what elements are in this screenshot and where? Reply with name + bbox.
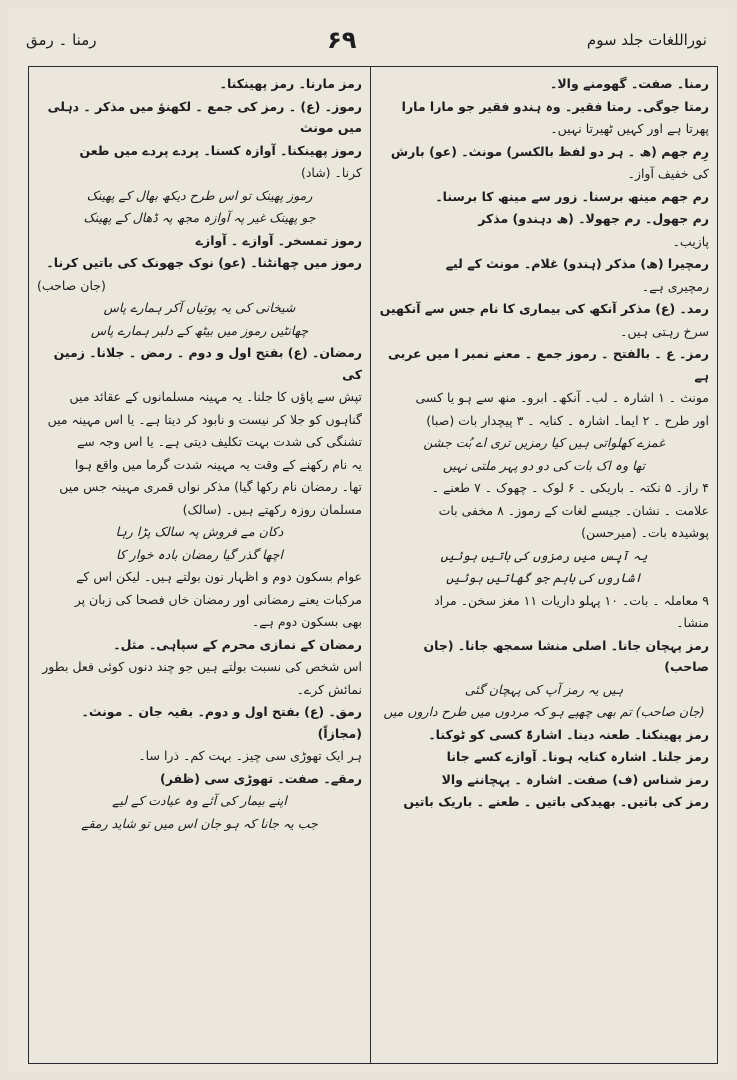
right-column-line: تھا وہ اک بات کی دو دو پہر ملتی نہیں [442,457,646,473]
right-column-line: ۹ معاملہ ۔ بات۔ ۱۰ پہلو داریات ۱۱ مغز سخن۔ مراد [434,592,709,608]
left-column-line: جب یہ جانا کہ ہو جان اس میں تو شاید رمقے [81,815,318,831]
left-column-line: مسلمان روزہ رکھتے ہیں۔ (سالک) [182,501,362,517]
left-column-line: رمق۔ (ع) بفتح اول و دوم۔ بقیہ جان ۔ مونث۔ (مجازاً) [81,704,362,741]
left-column-line: اس شخص کی نسبت بولتے ہیں جو چند دنوں کوئی فعل بطور [42,659,362,674]
right-column-line: اور طرح ۔ ۲ ایما۔ اشارہ ۔ کنایہ ۔ ۳ پیچدار بات (صبا) [426,412,709,428]
left-column-line: اچھا گذر گیا رمضان بادہ خوار کا [116,546,283,562]
right-column-line: رمچیرا (ھ) مذکر (ہندو) غلام۔ مونث کے لیے [445,256,709,271]
left-column-line: نمائش کرے۔ [296,681,362,697]
left-column-line: بھی بسکون دوم ہے۔ [251,614,362,629]
left-column-line: تشنگی کی شدت بہت تکلیف دیتی ہے۔ یا اس وجہ سے [76,434,362,449]
left-column [37,73,362,1057]
left-column-line: رموز پھینک تو اس طرح دیکھ بھال کے پھینک [86,187,313,203]
left-column-line: رموز۔ (ع) ۔ رمز کی جمع ۔ لکھنؤ میں مذکر ۔ دہلی میں مونث [47,98,362,135]
left-column-line: یہ نام رکھنے کے وقت یہ مہینہ شدت گرما میں واقع ہوا [74,456,362,472]
left-column-line: تپش سے پاؤں کا جلنا۔ یہ مہینہ مسلمانوں کے عقائد میں [69,389,362,404]
right-column-line: ہیں یہ رمز آپ کی پہچان گئی [464,681,624,697]
page-frame [28,66,718,1064]
right-column-line: رمد۔ (ع) مذکر آنکھ کی بیماری کا نام جس سے آنکھیں [379,301,709,316]
header-entry-range: رمنا ۔ رمق [26,31,97,49]
right-column-line: پازیب۔ [672,233,709,249]
right-column-line: کی خفیف آواز۔ [627,166,709,181]
right-column-line: اشاروں کی باہم جو گھاتیں ہوئیں [446,570,642,585]
left-column-line: رمضان۔ (ع) بفتح اول و دوم ۔ رمض ۔ جلانا۔ زمین کی [53,345,362,382]
right-column-line: منشا۔ [676,615,709,630]
header-book-title: نوراللغات جلد سوم [586,31,707,49]
left-column-line: رمقے۔ صفت۔ تھوڑی سی (ظفر) [160,770,362,786]
right-column-line: غمزے کھلواتی ہیں کیا رمزیں تری اے بُت جشن [423,435,665,450]
page-header [26,20,707,60]
right-column-line: علامت ۔ نشان۔ جیسے لغات کے رموز۔ ۸ مخفی بات [438,502,709,518]
left-column-line: (جان صاحب) [37,277,106,293]
left-column-line: شیخانی کی یہ پوتیاں آکر ہمارے پاس [103,300,296,315]
right-column-line: سرخ رہتی ہیں۔ [620,323,709,339]
left-column-line: رمضان کے نمازی محرم کے سپاہی۔ مثل۔ [113,636,362,652]
left-column-line: عوام بسکون دوم و اظہار نون بولتے ہیں۔ لیکن اس کے [76,569,362,584]
left-column-line: جو پھینک غیر پہ آوازہ مجھ پہ ڈھال کے پھینک [83,210,316,225]
right-column-line: رمز شناس (ف) صفت۔ اشارہ ۔ پہچاننے والا [441,771,709,787]
column-divider [370,67,371,1063]
right-column-line: رمز پہچان جانا۔ اصلی منشا سمجھ جانا۔ (جان صاحب) [423,637,709,674]
right-column-line: پوشیدہ بات۔ (میرحسن) [581,525,709,540]
right-column-line: پھرتا ہے اور کہیں ٹھیرتا نہیں۔ [550,121,709,136]
right-column-line: رمز۔ ع ۔ بالفتح ۔ رموز جمع ۔ معنے نمبر ا میں عربی ہے [387,346,709,383]
right-column-line: رمز کی باتیں۔ بھیدکی باتیں ۔ طعنے ۔ باریک باتیں [403,794,709,809]
left-column-line: کرنا۔ (شاد) [300,165,362,180]
left-column-line: رموز میں چھانٹنا۔ (عو) نوک جھونک کی باتیں کرنا۔ [46,255,362,270]
left-column-line: چھانٹیں رموز میں بیٹھ کے دلبر ہمارے پاس [90,322,309,338]
right-column-line: رمز پھینکنا۔ طعنہ دینا۔ اشارۃً کسی کو ٹوکنا۔ [428,726,709,742]
right-column-line: یہ آپس میں رمزوں کی باتیں ہوئیں [440,547,648,563]
right-column-line: رم جھم مینھ برسنا۔ زور سے مینھ کا برسنا۔ [435,188,709,204]
left-column-line: رموز تمسخر۔ آوازے ۔ آوازے [195,232,362,248]
right-column-line: ۴ راز۔ ۵ نکتہ ۔ باریکی ۔ ۶ لوک ۔ چھوک ۔ ۷ طعنے ۔ [431,480,709,495]
left-column-line: ہر ایک تھوڑی سی چیز۔ بہت کم۔ ذرا سا۔ [138,748,362,763]
left-column-line: رموز پھینکنا۔ آوازہ کسنا۔ پردے پردے میں طعن [79,142,362,158]
right-column-line: رمچیری ہے۔ [641,278,709,294]
right-column-line: رمز جلنا۔ اشارہ کنایہ ہونا۔ آوازے کسے جانا [446,749,709,764]
page-number: ۶۹ [327,26,357,54]
left-column-line: رمز مارنا۔ رمز پھینکنا۔ [219,76,362,91]
left-column-line: مرکبات یعنے رمضانی اور رمضان خاں فصحا کی زبان پر [74,591,362,607]
right-column-line: رم جھول۔ رم جھولا۔ (ھ دہندو) مذکر [478,211,709,226]
right-column [379,73,709,1057]
left-column-line: تھا۔ رمضان نام رکھا گیا) مذکر نواں قمری مہینہ جس میں [59,479,362,494]
right-column-line: (جان صاحب) تم بھی چھپے ہو کہ مردوں میں طرح داروں میں [383,704,705,719]
left-column-line: گناہوں کو جلا کر نیست و نابود کر دیتا ہے۔ یا اس مہینہ میں [47,411,362,427]
dictionary-page [8,8,729,1072]
right-column-line: رِم جھم (ھ ۔ ہر دو لفظ بالکسر) مونث۔ (عو) بارش [390,143,709,159]
left-column-line: دکان مے فروش پہ سالک پڑا رہا [115,524,284,539]
right-column-line: مونث ۔ ۱ اشارہ ۔ لب۔ آنکھ۔ ابرو۔ منھ سے ہو یا کسی [415,390,709,405]
left-column-line: اپنے بیمار کی آئے وہ عیادت کے لیے [112,793,287,808]
right-column-line: رمتا جوگی۔ رمتا فقیر۔ وہ ہندو فقیر جو مارا مارا [401,98,709,114]
right-column-line: رمنا۔ صفت۔ گھومنے والا۔ [550,76,709,91]
